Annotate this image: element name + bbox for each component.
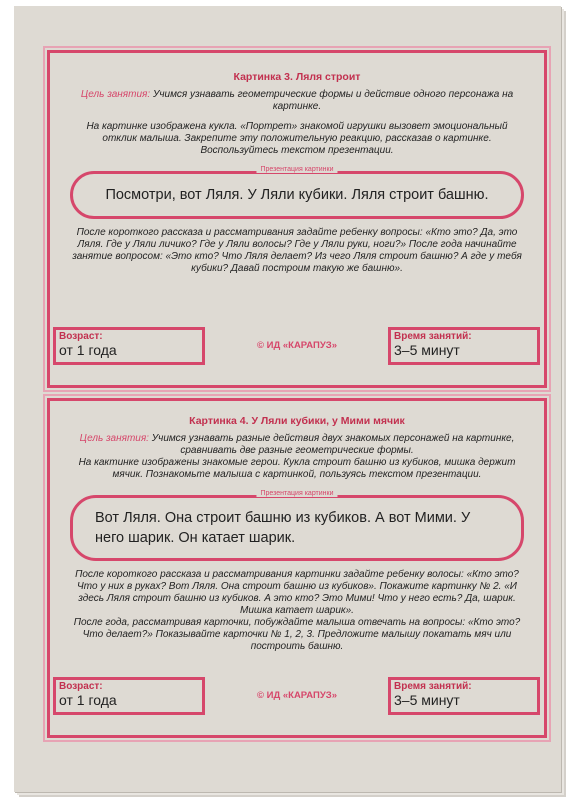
questions-text: После короткого рассказа и рассматривания задайте ребенку вопросы: «Кто это? Да, это Ляля. Где у Ляли личико? Где у Ляли волосы? Где у Ляли руки, ноги?» После года начинайте занятие вопросом: «Это кто? Что Ляля делает? Из чего Ляля строит башню? А где у тебя кубики? Давай построим такую же башню». [72, 227, 522, 274]
lesson-goal [50, 89, 544, 113]
card-title: Картинка 4. У Ляли кубики, у Мими мячик [189, 415, 405, 427]
lesson-goal [50, 433, 544, 457]
age-value: от 1 года [59, 342, 117, 358]
time-value: 3–5 минут [394, 342, 460, 358]
card-title: Картинка 3. Ляля строит [233, 71, 361, 83]
goal-text: Учимся узнавать разные действия двух знакомых персонажей на картинке, сравнивать две разные геометрические формы. [151, 433, 515, 456]
time-label: Время занятий: [394, 331, 472, 342]
publisher-mark: © ИД «КАРАПУЗ» [256, 690, 338, 701]
presentation-bubble [70, 166, 524, 219]
time-box [388, 677, 540, 715]
goal-label: Цель занятия: [80, 89, 151, 100]
publisher-mark: © ИД «КАРАПУЗ» [256, 340, 338, 351]
time-label: Время занятий: [394, 681, 472, 692]
presentation-bubble [70, 490, 524, 561]
age-label: Возраст: [59, 331, 103, 342]
questions-text: После короткого рассказа и рассматривания картинки задайте ребенку волосы: «Кто это? Что у них в руках? Вот Ляля. Она строит башню из кубиков». Покажите картинку № 2. «И здесь Ляля строит башню из кубиков. А это кто? Это Мими! Что у него есть? Да, шарик. Мишка катает шарик». [75, 569, 519, 616]
age-value: от 1 года [59, 692, 117, 708]
time-value: 3–5 минут [394, 692, 460, 708]
presentation-text: Вот Ляля. Она строит башню из кубиков. А вот Мими. У него шарик. Он катает шарик. [95, 510, 471, 546]
goal-text: Учимся узнавать геометрические формы и действие одного персонажа на картинке. [152, 89, 514, 112]
intro-text: На картинке изображена кукла. «Портрет» знакомой игрушки вызовет эмоциональный отклик малыша. Закрепите эту положительную реакцию, рассказав о картинке. Воспользуйтесь текстом презентации. [86, 121, 508, 156]
lesson-card-3 [47, 50, 547, 388]
presentation-caption: Презентация картинки [256, 490, 337, 497]
presentation-text: Посмотри, вот Ляля. У Ляли кубики. Ляля строит башню. [105, 187, 489, 203]
time-box [388, 327, 540, 365]
followup-text: После года, рассматривая карточки, побуждайте малыша отвечать на вопросы: «Кто это? Что делает?» Показывайте карточки № 1, 2, 3. Предложите малышу покатать мяч или построить башню. [73, 617, 521, 652]
lesson-card-4 [47, 398, 547, 738]
presentation-caption: Презентация картинки [256, 166, 337, 173]
printed-sheet [14, 6, 561, 792]
age-label: Возраст: [59, 681, 103, 692]
goal-label: Цель занятия: [79, 433, 149, 444]
intro-text: На кактинке изображены знакомые герои. Кукла строит башню из кубиков, мишка держит мячик. Познакомьте малыша с картинкой, пользуясь текстом презентации. [78, 457, 516, 480]
